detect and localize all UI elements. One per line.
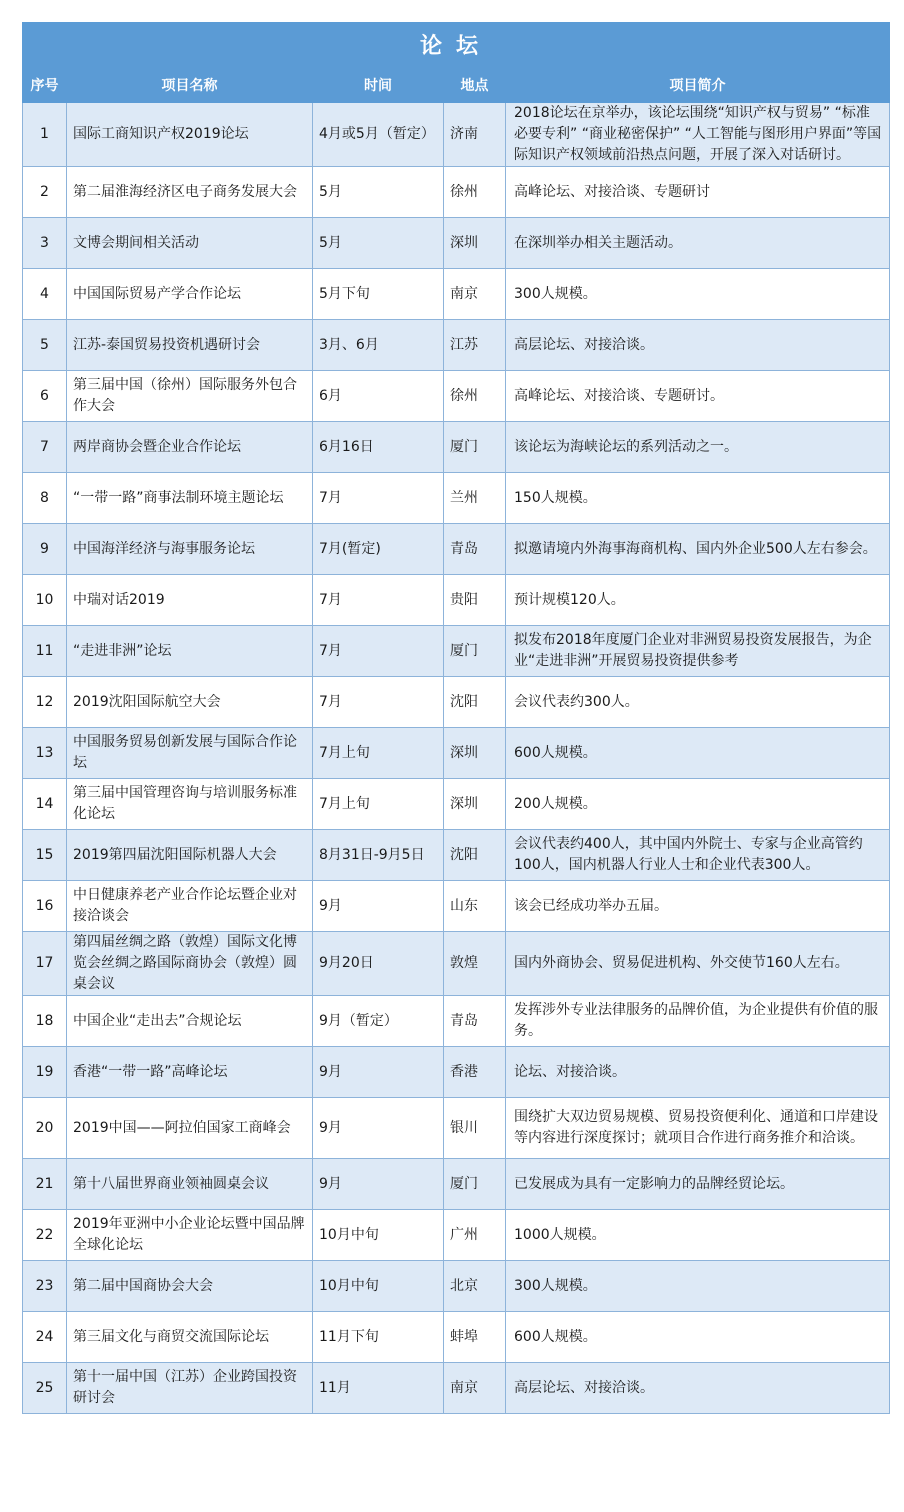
row-location: 徐州 [444,371,506,422]
row-time: 8月31日-9月5日 [313,830,444,881]
row-number: 17 [23,932,67,996]
row-location: 香港 [444,1047,506,1098]
row-name: 第四届丝绸之路（敦煌）国际文化博览会丝绸之路国际商协会（敦煌）圆桌会议 [67,932,313,996]
row-time: 9月 [313,881,444,932]
table-row [23,1098,890,1159]
row-name: “走进非洲”论坛 [67,626,313,677]
row-description: 围绕扩大双边贸易规模、贸易投资便利化、通道和口岸建设等内容进行深度探讨；就项目合作进行商务推介和洽谈。 [506,1098,890,1159]
table-row [23,881,890,932]
row-number: 9 [23,524,67,575]
row-time: 11月 [313,1363,444,1414]
row-description: 国内外商协会、贸易促进机构、外交使节160人左右。 [506,932,890,996]
row-number: 19 [23,1047,67,1098]
row-name: 第三届文化与商贸交流国际论坛 [67,1312,313,1363]
row-location: 贵阳 [444,575,506,626]
row-description: 1000人规模。 [506,1210,890,1261]
row-description: 高峰论坛、对接洽谈、专题研讨。 [506,371,890,422]
row-number: 20 [23,1098,67,1159]
title-row [23,23,890,70]
table-row [23,830,890,881]
table-row [23,320,890,371]
row-location: 深圳 [444,728,506,779]
row-location: 济南 [444,103,506,167]
row-description: 在深圳举办相关主题活动。 [506,218,890,269]
row-time: 9月 [313,1098,444,1159]
row-location: 青岛 [444,996,506,1047]
row-number: 23 [23,1261,67,1312]
row-number: 25 [23,1363,67,1414]
row-name: 中国服务贸易创新发展与国际合作论坛 [67,728,313,779]
row-name: 国际工商知识产权2019论坛 [67,103,313,167]
row-number: 3 [23,218,67,269]
row-name: “一带一路”商事法制环境主题论坛 [67,473,313,524]
table-row [23,677,890,728]
table-row [23,1312,890,1363]
row-description: 该论坛为海峡论坛的系列活动之一。 [506,422,890,473]
table-row [23,473,890,524]
row-number: 16 [23,881,67,932]
row-location: 兰州 [444,473,506,524]
row-name: 香港“一带一路”高峰论坛 [67,1047,313,1098]
row-time: 7月 [313,626,444,677]
row-time: 10月中旬 [313,1210,444,1261]
row-number: 11 [23,626,67,677]
row-number: 18 [23,996,67,1047]
row-description: 600人规模。 [506,1312,890,1363]
header-name: 项目名称 [67,70,313,103]
row-time: 9月20日 [313,932,444,996]
row-location: 深圳 [444,218,506,269]
row-location: 广州 [444,1210,506,1261]
row-name: 中国国际贸易产学合作论坛 [67,269,313,320]
row-name: 第十一届中国（江苏）企业跨国投资研讨会 [67,1363,313,1414]
row-description: 200人规模。 [506,779,890,830]
row-description: 高层论坛、对接洽谈。 [506,320,890,371]
row-description: 论坛、对接洽谈。 [506,1047,890,1098]
table-row [23,371,890,422]
row-number: 5 [23,320,67,371]
row-location: 南京 [444,1363,506,1414]
row-number: 13 [23,728,67,779]
row-name: 中国海洋经济与海事服务论坛 [67,524,313,575]
row-location: 山东 [444,881,506,932]
row-description: 300人规模。 [506,1261,890,1312]
row-description: 拟邀请境内外海事海商机构、国内外企业500人左右参会。 [506,524,890,575]
row-description: 该会已经成功举办五届。 [506,881,890,932]
header-time: 时间 [313,70,444,103]
row-number: 22 [23,1210,67,1261]
row-location: 南京 [444,269,506,320]
row-number: 7 [23,422,67,473]
row-location: 蚌埠 [444,1312,506,1363]
table-row [23,575,890,626]
table-row [23,1261,890,1312]
row-time: 11月下旬 [313,1312,444,1363]
row-time: 7月 [313,575,444,626]
row-name: 2019中国——阿拉伯国家工商峰会 [67,1098,313,1159]
row-location: 江苏 [444,320,506,371]
row-description: 2018论坛在京举办，该论坛围绕“知识产权与贸易” “标准必要专利” “商业秘密保护” “人工智能与图形用户界面”等国际知识产权领域前沿热点问题，开展了深入对话研讨。 [506,103,890,167]
table-row [23,269,890,320]
row-time: 9月 [313,1159,444,1210]
row-time: 6月 [313,371,444,422]
row-description: 发挥涉外专业法律服务的品牌价值，为企业提供有价值的服务。 [506,996,890,1047]
row-number: 12 [23,677,67,728]
row-description: 高峰论坛、对接洽谈、专题研讨 [506,167,890,218]
row-location: 厦门 [444,422,506,473]
row-name: 第二届淮海经济区电子商务发展大会 [67,167,313,218]
row-number: 1 [23,103,67,167]
row-description: 600人规模。 [506,728,890,779]
table-row [23,167,890,218]
row-time: 7月 [313,677,444,728]
row-description: 300人规模。 [506,269,890,320]
row-time: 7月上旬 [313,779,444,830]
row-time: 4月或5月（暂定） [313,103,444,167]
row-location: 深圳 [444,779,506,830]
row-number: 14 [23,779,67,830]
header-row [23,70,890,103]
row-time: 6月16日 [313,422,444,473]
row-description: 预计规模120人。 [506,575,890,626]
row-location: 银川 [444,1098,506,1159]
row-location: 敦煌 [444,932,506,996]
table-row [23,422,890,473]
row-location: 北京 [444,1261,506,1312]
row-name: 第十八届世界商业领袖圆桌会议 [67,1159,313,1210]
table-row [23,218,890,269]
row-description: 会议代表约400人，其中国内外院士、专家与企业高管约100人，国内机器人行业人士和企业代表300人。 [506,830,890,881]
row-location: 厦门 [444,626,506,677]
row-time: 9月（暂定） [313,996,444,1047]
row-name: 第三届中国管理咨询与培训服务标准化论坛 [67,779,313,830]
table-row [23,779,890,830]
row-description: 拟发布2018年度厦门企业对非洲贸易投资发展报告，为企业“走进非洲”开展贸易投资提供参考 [506,626,890,677]
row-number: 6 [23,371,67,422]
row-name: 2019第四届沈阳国际机器人大会 [67,830,313,881]
row-time: 5月 [313,167,444,218]
row-number: 10 [23,575,67,626]
row-number: 4 [23,269,67,320]
forum-table [22,22,890,1414]
row-name: 2019沈阳国际航空大会 [67,677,313,728]
row-name: 中国企业“走出去”合规论坛 [67,996,313,1047]
row-number: 15 [23,830,67,881]
row-name: 两岸商协会暨企业合作论坛 [67,422,313,473]
header-description: 项目简介 [506,70,890,103]
row-name: 文博会期间相关活动 [67,218,313,269]
row-description: 会议代表约300人。 [506,677,890,728]
row-time: 7月上旬 [313,728,444,779]
row-location: 青岛 [444,524,506,575]
table-row [23,1159,890,1210]
row-name: 第三届中国（徐州）国际服务外包合作大会 [67,371,313,422]
row-location: 沈阳 [444,830,506,881]
row-description: 高层论坛、对接洽谈。 [506,1363,890,1414]
row-name: 江苏-泰国贸易投资机遇研讨会 [67,320,313,371]
row-number: 24 [23,1312,67,1363]
row-number: 2 [23,167,67,218]
row-name: 中瑞对话2019 [67,575,313,626]
row-time: 5月 [313,218,444,269]
table-row [23,626,890,677]
row-time: 7月(暂定) [313,524,444,575]
table-row [23,996,890,1047]
row-name: 2019年亚洲中小企业论坛暨中国品牌全球化论坛 [67,1210,313,1261]
table-title: 论坛 [23,23,890,70]
row-location: 沈阳 [444,677,506,728]
row-location: 徐州 [444,167,506,218]
row-number: 21 [23,1159,67,1210]
row-description: 已发展成为具有一定影响力的品牌经贸论坛。 [506,1159,890,1210]
table-row [23,728,890,779]
table-row [23,524,890,575]
row-time: 3月、6月 [313,320,444,371]
row-time: 10月中旬 [313,1261,444,1312]
table-row [23,1047,890,1098]
row-time: 5月下旬 [313,269,444,320]
row-time: 7月 [313,473,444,524]
row-description: 150人规模。 [506,473,890,524]
row-name: 第二届中国商协会大会 [67,1261,313,1312]
row-number: 8 [23,473,67,524]
table-row [23,1210,890,1261]
row-time: 9月 [313,1047,444,1098]
header-location: 地点 [444,70,506,103]
table-row [23,1363,890,1414]
table-row [23,932,890,996]
table-row [23,103,890,167]
header-no: 序号 [23,70,67,103]
row-name: 中日健康养老产业合作论坛暨企业对接洽谈会 [67,881,313,932]
row-location: 厦门 [444,1159,506,1210]
